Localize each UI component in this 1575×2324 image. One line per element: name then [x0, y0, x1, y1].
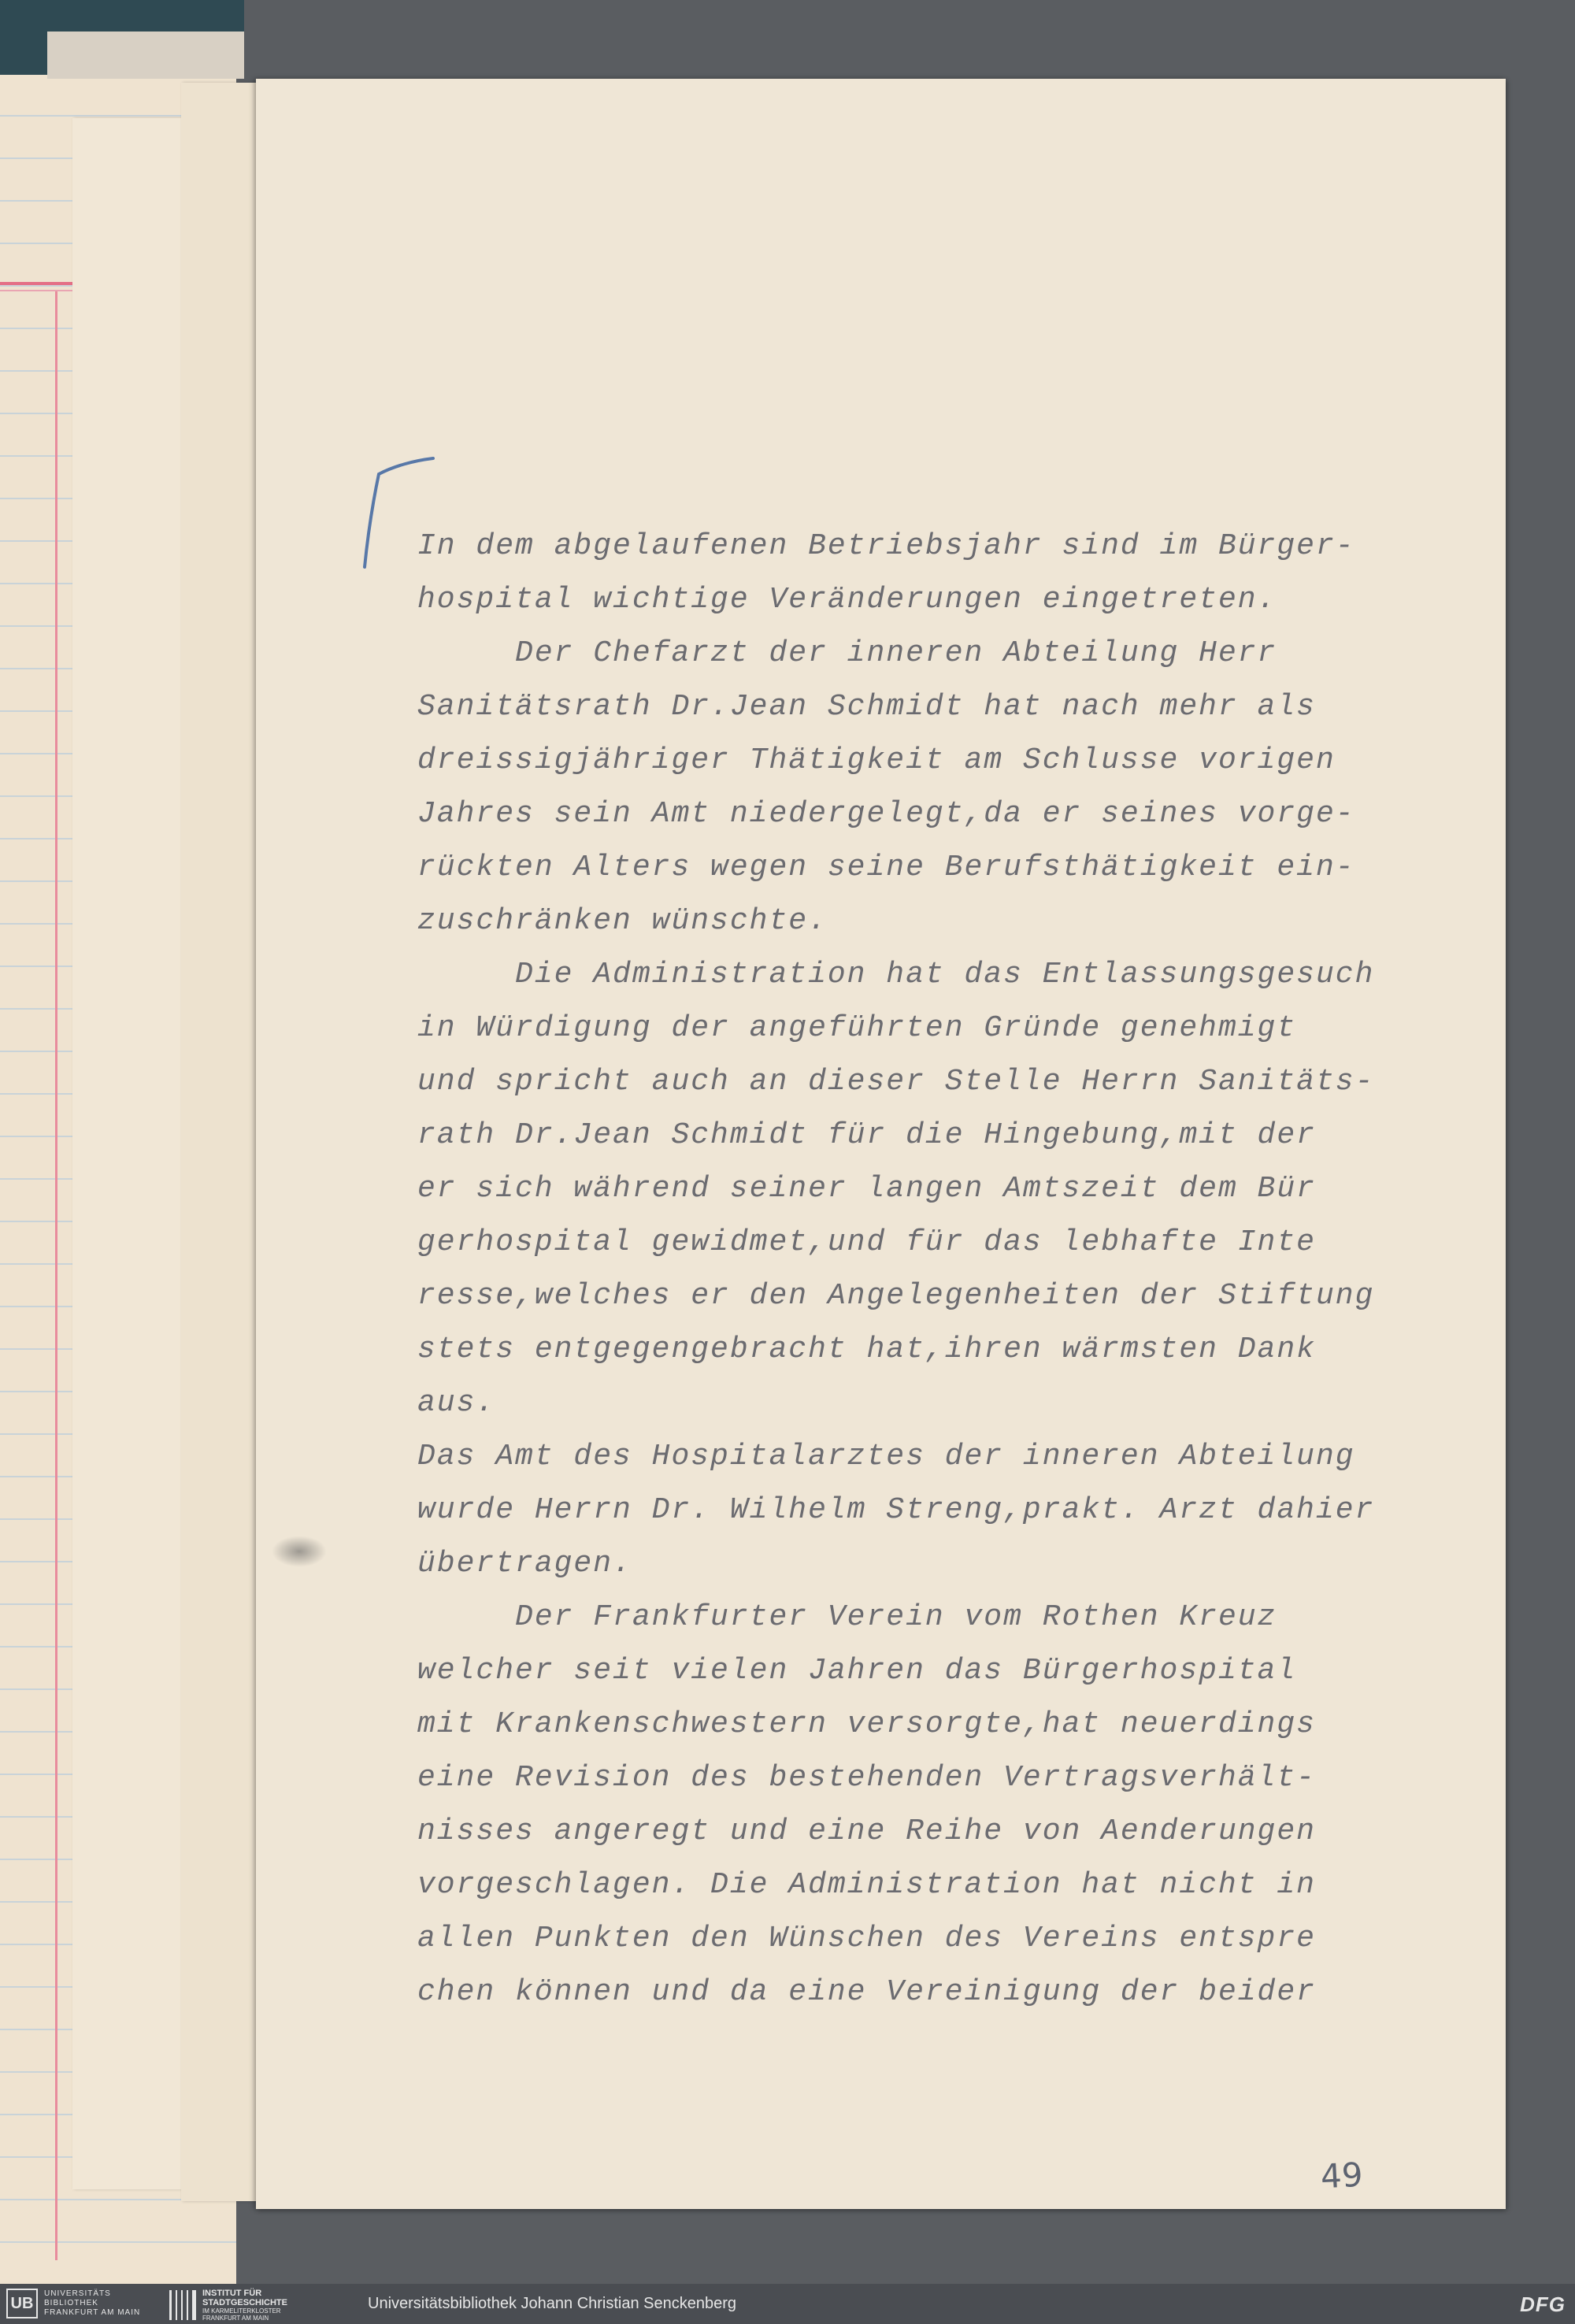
dfg-logo[interactable]: DFG	[1520, 2292, 1566, 2316]
institute-logo[interactable]	[169, 2289, 287, 2322]
ledger-red-margin	[55, 291, 57, 2260]
text-line: stets entgegengebracht hat,ihren wärmsten Dank	[417, 1333, 1316, 1366]
footer-bar	[0, 2284, 1575, 2324]
text-line: In dem abgelaufenen Betriebsjahr sind im Bürger-	[417, 529, 1355, 563]
text-line: er sich während seiner langen Amtszeit dem Bür	[417, 1172, 1316, 1206]
text-line: Der Frankfurter Verein vom Rothen Kreuz	[417, 1600, 1277, 1634]
institute-logo-text: INSTITUT FÜR STADTGESCHICHTE IM KARMELITERKLOSTER FRANKFURT AM MAIN	[202, 2289, 287, 2322]
text-line: rückten Alters wegen seine Berufsthätigkeit ein-	[417, 851, 1355, 884]
text-line: Jahres sein Amt niedergelegt,da er seines vorge-	[417, 797, 1355, 831]
text-line: aus.	[417, 1386, 496, 1420]
text-line: zuschränken wünschte.	[417, 904, 828, 938]
text-line: Sanitätsrath Dr.Jean Schmidt hat nach mehr als	[417, 690, 1316, 724]
text-line: hospital wichtige Veränderungen eingetreten.	[417, 583, 1277, 617]
ledger-red-rule	[0, 282, 77, 285]
page-number: 49	[1319, 2155, 1364, 2196]
text-line: chen können und da eine Vereinigung der beider	[417, 1975, 1316, 2009]
page-edge	[72, 118, 191, 2189]
binding-edge	[47, 32, 244, 79]
document-page	[256, 79, 1506, 2209]
ledger-red-rule-thin	[0, 290, 77, 291]
text-line: dreissigjähriger Thätigkeit am Schlusse vorigen	[417, 743, 1336, 777]
text-line: rath Dr.Jean Schmidt für die Hingebung,mit der	[417, 1118, 1316, 1152]
ub-logo-icon: UB	[6, 2289, 38, 2318]
ub-logo-text: UNIVERSITÄTS BIBLIOTHEK FRANKFURT AM MAIN	[44, 2289, 141, 2317]
ink-smudge	[272, 1536, 327, 1567]
ub-logo[interactable]	[6, 2289, 140, 2318]
text-line: in Würdigung der angeführten Gründe genehmigt	[417, 1011, 1297, 1045]
typed-text-block	[417, 520, 1488, 2019]
text-line: vorgeschlagen. Die Administration hat nicht in	[417, 1868, 1316, 1902]
text-line: Das Amt des Hospitalarztes der inneren Abteilung	[417, 1440, 1355, 1473]
institute-building-icon	[169, 2290, 196, 2320]
text-line: eine Revision des bestehenden Vertragsverhält-	[417, 1761, 1316, 1795]
text-line: übertragen.	[417, 1547, 632, 1581]
text-line: welcher seit vielen Jahren das Bürgerhospital	[417, 1654, 1297, 1688]
text-line: und spricht auch an dieser Stelle Herrn Sanitäts-	[417, 1065, 1375, 1099]
page-edge	[181, 83, 268, 2201]
text-line: gerhospital gewidmet,und für das lebhafte Inte	[417, 1225, 1316, 1259]
text-line: wurde Herrn Dr. Wilhelm Streng,prakt. Arzt dahier	[417, 1493, 1375, 1527]
text-line: resse,welches er den Angelegenheiten der Stiftung	[417, 1279, 1375, 1313]
text-line: nisses angeregt und eine Reihe von Aenderungen	[417, 1814, 1316, 1848]
text-line: mit Krankenschwestern versorgte,hat neuerdings	[417, 1707, 1316, 1741]
text-line: Der Chefarzt der inneren Abteilung Herr	[417, 636, 1277, 670]
text-line: allen Punkten den Wünschen des Vereins entspre	[417, 1922, 1316, 1955]
library-name: Universitätsbibliothek Johann Christian Senckenberg	[368, 2295, 737, 2312]
text-line: Die Administration hat das Entlassungsgesuch	[417, 958, 1375, 991]
